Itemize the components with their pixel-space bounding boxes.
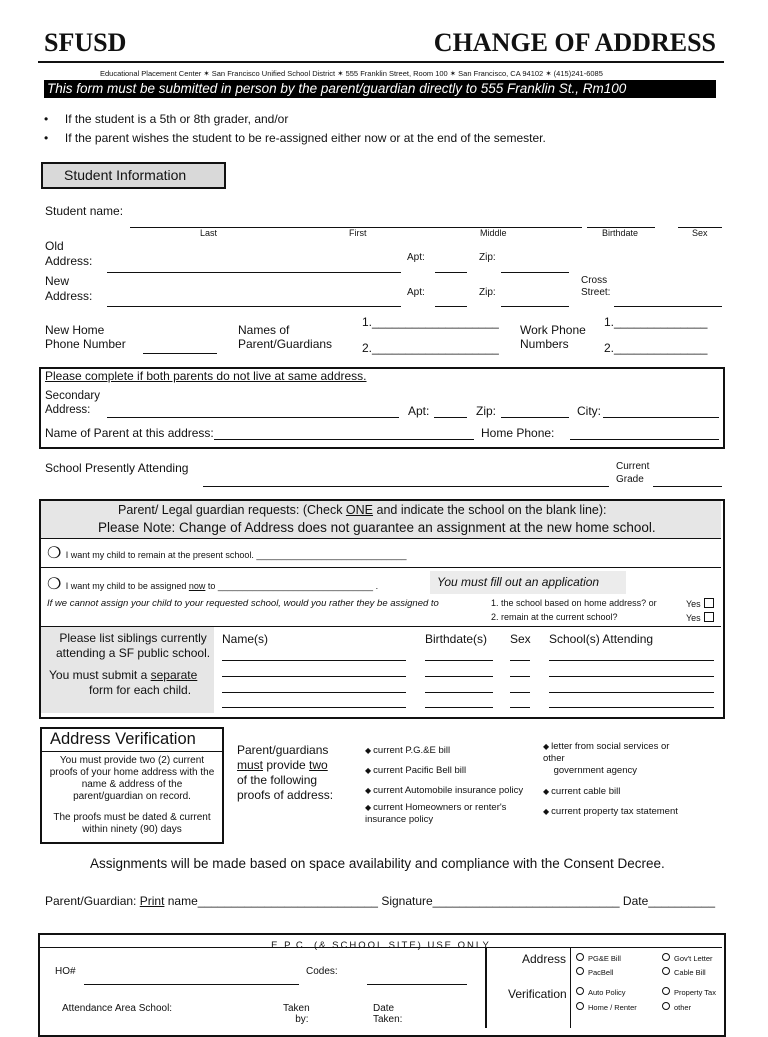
- home-phone-field[interactable]: [143, 353, 217, 354]
- sibling-row-sex[interactable]: [510, 692, 530, 693]
- work-phone-label: Work Phone Numbers: [520, 323, 586, 351]
- application-note: You must fill out an application: [437, 575, 600, 589]
- proof-homeowners: ◆ current Homeowners or renter's insurance policy: [365, 802, 507, 825]
- fallback-option-1: 1. the school based on home address? or: [491, 598, 657, 608]
- secondary-zip-label: Zip:: [476, 404, 497, 418]
- fallback-option-2: 2. remain at the current school?: [491, 612, 618, 622]
- office-verification-label: Verification: [508, 987, 567, 1001]
- office-opt-pge[interactable]: PG&E Bill: [576, 953, 621, 963]
- option-assign-now[interactable]: ❍ I want my child to be assigned now to _______________________________ .: [47, 576, 379, 593]
- col-first: First: [349, 228, 367, 238]
- application-note-box: [430, 571, 626, 594]
- cross-street-label: Cross Street:: [581, 275, 611, 298]
- siblings-separate-note: You must submit a separate form for each child.: [49, 668, 198, 697]
- secondary-parent-field[interactable]: [214, 439, 474, 440]
- office-address: Educational Placement Center ✶ San Francisco Unified School District ✶ 555 Franklin Street, Room 100 ✶ San Francisco, CA 94102 ✶ (415)241-6085: [100, 69, 603, 78]
- verification-title: Address Verification: [50, 730, 196, 748]
- col-birthdate: Birthdate: [602, 228, 639, 238]
- office-opt-property-tax[interactable]: Property Tax: [662, 987, 716, 997]
- office-use-header: [40, 935, 722, 951]
- sibling-row-sex[interactable]: [510, 660, 530, 661]
- sibling-col-name: Name(s): [222, 632, 269, 646]
- sibling-row-school[interactable]: [549, 707, 714, 708]
- proof-social-services: ◆ letter from social services or other government agency: [543, 741, 670, 776]
- secondary-phone-field[interactable]: [570, 439, 719, 440]
- present-school-label: School Presently Attending: [45, 461, 189, 475]
- requests-line-2: Please Note: Change of Address does not guarantee an assignment at the new home school.: [98, 520, 656, 535]
- sibling-row-sex[interactable]: [510, 676, 530, 677]
- sibling-row-school[interactable]: [549, 660, 714, 661]
- old-apt-field[interactable]: [435, 272, 467, 273]
- proof-cable: ◆ current cable bill: [543, 786, 621, 797]
- codes-field[interactable]: [367, 984, 467, 985]
- verification-text-2: The proofs must be dated & current within ninety (90) days: [53, 812, 211, 835]
- office-address-label: Address: [522, 952, 567, 966]
- secondary-city-field[interactable]: [603, 417, 719, 418]
- proof-requirement: Parent/guardians must provide two of the following proofs of address:: [237, 743, 334, 802]
- district-title: SFUSD: [44, 28, 127, 57]
- work-phone-1-field[interactable]: 1.______________: [604, 315, 708, 329]
- secondary-zip-field[interactable]: [501, 417, 569, 418]
- sibling-col-birthdate: Birthdate(s): [425, 632, 488, 646]
- submission-banner: [44, 80, 716, 98]
- form-title: CHANGE OF ADDRESS: [433, 28, 716, 57]
- col-sex: Sex: [692, 228, 708, 238]
- guardians-label: Names of Parent/Guardians: [238, 323, 333, 351]
- work-phone-2-field[interactable]: 2.______________: [604, 341, 708, 355]
- proofs-list-left: ◆ current P.G.&E bill ◆ current Pacific Bell bill ◆ current Automobile insurance policy: [365, 745, 524, 796]
- proof-property-tax: ◆ current property tax statement: [543, 806, 678, 817]
- cross-street-field[interactable]: [614, 306, 722, 307]
- signature-line[interactable]: Parent/Guardian: Print name___________________________ Signature____________________________ Date__________: [45, 894, 715, 908]
- new-zip-label: Zip:: [479, 287, 496, 298]
- office-opt-cable[interactable]: Cable Bill: [662, 967, 706, 977]
- guardian-2-field[interactable]: 2.___________________: [362, 341, 499, 355]
- old-zip-label: Zip:: [479, 252, 496, 263]
- office-opt-other[interactable]: other: [662, 1002, 691, 1012]
- yes-1-checkbox: [704, 598, 714, 608]
- sibling-row-birthdate[interactable]: [425, 692, 493, 693]
- option-remain[interactable]: ❍ I want my child to remain at the present school. ______________________________: [47, 545, 407, 562]
- office-divider: [485, 948, 487, 1028]
- taken-by-label: Taken by:: [283, 1003, 310, 1025]
- sibling-row-name[interactable]: [222, 707, 406, 708]
- sibling-row-name[interactable]: [222, 676, 406, 677]
- office-opt-auto[interactable]: Auto Policy: [576, 987, 626, 997]
- office-use-title: E.P.C. (& SCHOOL SITE) USE ONLY: [271, 940, 491, 951]
- old-address-label: Old Address:: [45, 239, 93, 268]
- secondary-heading: Please complete if both parents do not live at same address.: [45, 369, 367, 383]
- sibling-row-school[interactable]: [549, 692, 714, 693]
- new-apt-field[interactable]: [435, 306, 467, 307]
- office-divider-2: [570, 948, 571, 1028]
- sibling-col-school: School(s) Attending: [549, 632, 654, 646]
- sibling-col-sex: Sex: [510, 632, 531, 646]
- student-section-header: [41, 162, 226, 189]
- option-divider: [41, 567, 721, 568]
- new-address-label: New Address:: [45, 274, 93, 303]
- old-apt-label: Apt:: [407, 252, 425, 263]
- secondary-apt-label: Apt:: [408, 404, 430, 418]
- col-middle: Middle: [480, 228, 507, 238]
- office-opt-govt[interactable]: Gov't Letter: [662, 953, 713, 963]
- siblings-label: Please list siblings currently attending a SF public school.: [56, 631, 211, 660]
- office-opt-pacbell[interactable]: PacBell: [576, 967, 613, 977]
- sibling-row-birthdate[interactable]: [425, 707, 493, 708]
- secondary-apt-field[interactable]: [434, 417, 467, 418]
- consent-decree-note: Assignments will be made based on space availability and compliance with the Consent Decree.: [90, 856, 665, 871]
- secondary-phone-label: Home Phone:: [481, 426, 555, 440]
- sibling-row-sex[interactable]: [510, 707, 530, 708]
- header-rule: [38, 61, 724, 63]
- address-verification-box: [40, 727, 224, 844]
- old-address-field[interactable]: [107, 272, 401, 273]
- date-taken-label: Date Taken:: [373, 1003, 403, 1025]
- new-address-field[interactable]: [107, 306, 401, 307]
- home-phone-label: New Home Phone Number: [45, 323, 126, 351]
- verification-text-1: You must provide two (2) current proofs of your home address with the name & address of the parent/guardian on record.: [49, 755, 215, 802]
- new-zip-field[interactable]: [501, 306, 569, 307]
- secondary-city-label: City:: [577, 404, 601, 418]
- fallback-question: If we cannot assign your child to your requested school, would you rather they be assigned to: [47, 598, 439, 609]
- office-opt-home-renter[interactable]: Home / Renter: [576, 1002, 637, 1012]
- sibling-row-birthdate[interactable]: [425, 676, 493, 677]
- student-name-label: Student name:: [45, 204, 124, 218]
- current-grade-field[interactable]: [653, 486, 722, 487]
- banner-text: This form must be submitted in person by the parent/guardian directly to 555 Franklin St., Rm100: [47, 81, 627, 96]
- ho-label: HO#: [55, 966, 76, 977]
- sibling-row-birthdate[interactable]: [425, 660, 493, 661]
- yes-2-checkbox: [704, 612, 714, 622]
- present-school-field[interactable]: [203, 486, 609, 487]
- fallback-yes-2[interactable]: Yes: [686, 612, 714, 623]
- codes-label: Codes:: [306, 966, 338, 977]
- secondary-address-field[interactable]: [107, 417, 399, 418]
- old-zip-field[interactable]: [501, 272, 569, 273]
- student-section-title: Student Information: [64, 167, 187, 183]
- new-apt-label: Apt:: [407, 287, 425, 298]
- condition-2: • If the parent wishes the student to be re-assigned either now or at the end of the semester.: [44, 131, 546, 145]
- sibling-row-school[interactable]: [549, 676, 714, 677]
- ho-field[interactable]: [84, 984, 299, 985]
- condition-1: • If the student is a 5th or 8th grader, and/or: [44, 112, 289, 126]
- col-last: Last: [200, 228, 218, 238]
- secondary-parent-label: Name of Parent at this address:: [45, 426, 214, 440]
- current-grade-label: Current Grade: [616, 461, 650, 485]
- fallback-yes-1[interactable]: Yes: [686, 598, 714, 609]
- sibling-row-name[interactable]: [222, 660, 406, 661]
- guardian-1-field[interactable]: 1.___________________: [362, 315, 499, 329]
- sibling-row-name[interactable]: [222, 692, 406, 693]
- requests-line-1: Parent/ Legal guardian requests: (Check ONE and indicate the school on the blank line):: [118, 503, 607, 517]
- attendance-area-label: Attendance Area School:: [62, 1003, 173, 1014]
- secondary-address-label: Secondary Address:: [45, 390, 100, 416]
